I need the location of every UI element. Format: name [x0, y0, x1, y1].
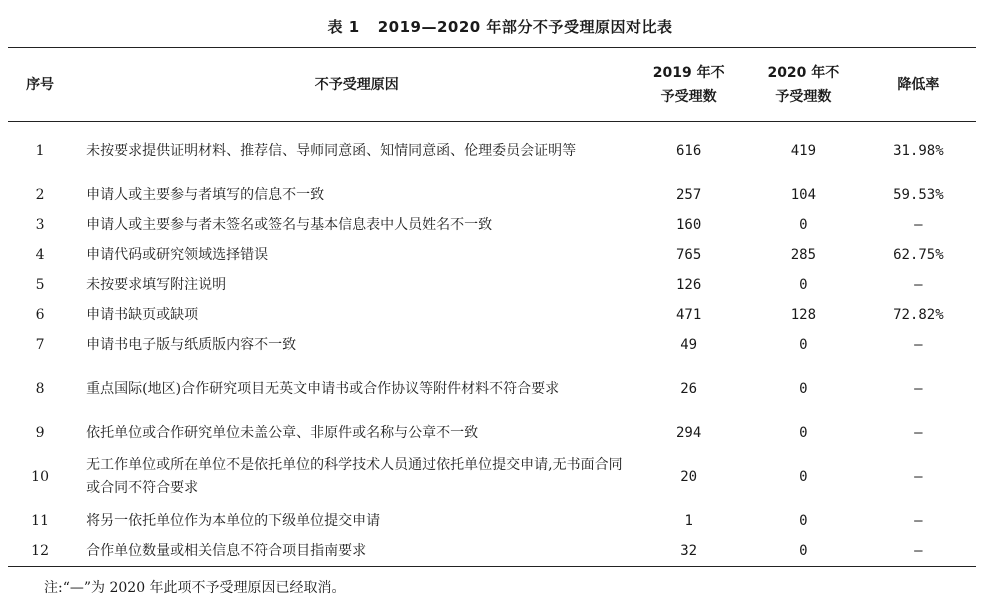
row-reason: 将另一依托单位作为本单位的下级单位提交申请	[86, 512, 381, 529]
row-2019-count: 26	[680, 380, 698, 397]
row-reason: 重点国际(地区)合作研究项目无英文申请书或合作协议等附件材料不符合要求	[86, 380, 560, 397]
row-reduction-rate: —	[914, 542, 923, 559]
row-2019-count: 294	[676, 424, 702, 441]
table-row	[8, 448, 976, 506]
row-reason: 申请书电子版与纸质版内容不一致	[86, 336, 297, 353]
table-header-row	[8, 48, 976, 122]
table-title: 2019—2020 年部分不予受理原因对比表	[377, 18, 673, 36]
row-2019-count: 32	[680, 542, 698, 559]
row-reduction-rate: 62.75%	[893, 246, 944, 263]
row-no: 12	[31, 542, 49, 559]
row-reason: 未按要求提供证明材料、推荐信、导师同意函、知情同意函、伦理委员会证明等	[86, 142, 577, 159]
row-2020-count: 128	[790, 306, 817, 323]
row-2019-count: 20	[680, 468, 698, 485]
row-2020-count: 0	[799, 336, 808, 353]
row-2020-count: 104	[790, 186, 817, 203]
row-2019-count: 49	[680, 336, 698, 353]
row-no: 8	[35, 380, 45, 397]
row-no: 9	[35, 424, 45, 441]
row-reduction-rate: —	[914, 216, 923, 233]
row-reduction-rate: 72.82%	[893, 306, 944, 323]
row-reason: 申请书缺页或缺项	[86, 306, 199, 323]
table-row	[8, 360, 976, 418]
table-row	[8, 180, 976, 210]
header-2019-line1: 2019 年不	[652, 64, 725, 81]
row-no: 4	[35, 246, 45, 263]
row-2020-count: 0	[799, 424, 808, 441]
row-reduction-rate: —	[914, 380, 923, 397]
header-2020-line1: 2020 年不	[767, 64, 840, 81]
table-row	[8, 270, 976, 300]
table-row	[8, 330, 976, 360]
table-number: 表 1	[327, 18, 360, 36]
header-no: 序号	[26, 76, 55, 93]
row-reduction-rate: —	[914, 512, 923, 529]
row-2020-count: 419	[790, 142, 817, 159]
table-row	[8, 240, 976, 270]
row-2020-count: 0	[799, 216, 808, 233]
row-2019-count: 471	[676, 306, 702, 323]
row-reduction-rate: 31.98%	[893, 142, 944, 159]
row-no: 5	[35, 276, 45, 293]
row-no: 7	[35, 336, 45, 353]
table-body	[8, 122, 976, 567]
header-reason: 不予受理原因	[314, 76, 399, 93]
row-reason: 合作单位数量或相关信息不符合项目指南要求	[86, 542, 367, 559]
comparison-table	[8, 47, 976, 567]
row-2020-count: 0	[799, 468, 808, 485]
row-no: 10	[31, 468, 49, 485]
row-2020-count: 0	[799, 542, 808, 559]
row-2020-count: 0	[799, 276, 808, 293]
header-2019	[631, 48, 746, 122]
row-reason: 无工作单位或所在单位不是依托单位的科学技术人员通过依托单位提交申请,无书面合同或合同不符合要求	[86, 457, 623, 496]
row-no: 6	[35, 306, 45, 323]
row-2020-count: 285	[790, 246, 817, 263]
row-reduction-rate: —	[914, 424, 923, 441]
row-reduction-rate: 59.53%	[893, 186, 944, 203]
row-reason: 未按要求填写附注说明	[86, 276, 227, 293]
row-2019-count: 616	[676, 142, 702, 159]
row-reduction-rate: —	[914, 336, 923, 353]
header-2020-line2: 予受理数	[775, 88, 832, 105]
row-2019-count: 1	[684, 512, 693, 529]
row-no: 2	[35, 186, 45, 203]
row-no: 11	[31, 512, 49, 529]
table-row	[8, 122, 976, 181]
row-reason: 申请人或主要参与者未签名或签名与基本信息表中人员姓名不一致	[86, 216, 493, 233]
header-2019-line2: 予受理数	[660, 88, 717, 105]
header-2020	[746, 48, 861, 122]
row-reduction-rate: —	[914, 276, 923, 293]
row-reason: 申请人或主要参与者填写的信息不一致	[86, 186, 325, 203]
row-reduction-rate: —	[914, 468, 923, 485]
table-note: 注:“—”为 2020 年此项不予受理原因已经取消。	[44, 580, 346, 596]
table-row	[8, 536, 976, 567]
header-rate: 降低率	[897, 76, 940, 93]
row-2019-count: 160	[676, 216, 702, 233]
row-no: 3	[35, 216, 45, 233]
row-no: 1	[35, 142, 45, 159]
row-reason: 申请代码或研究领域选择错误	[86, 246, 269, 263]
row-2019-count: 126	[676, 276, 702, 293]
row-reason: 依托单位或合作研究单位未盖公章、非原件或名称与公章不一致	[86, 424, 479, 441]
row-2019-count: 765	[676, 246, 702, 263]
table-row	[8, 418, 976, 448]
row-2019-count: 257	[676, 186, 702, 203]
table-row	[8, 300, 976, 330]
row-2020-count: 0	[799, 380, 808, 397]
row-2020-count: 0	[799, 512, 808, 529]
table-caption	[0, 16, 1000, 37]
table-row	[8, 506, 976, 536]
table-row	[8, 210, 976, 240]
